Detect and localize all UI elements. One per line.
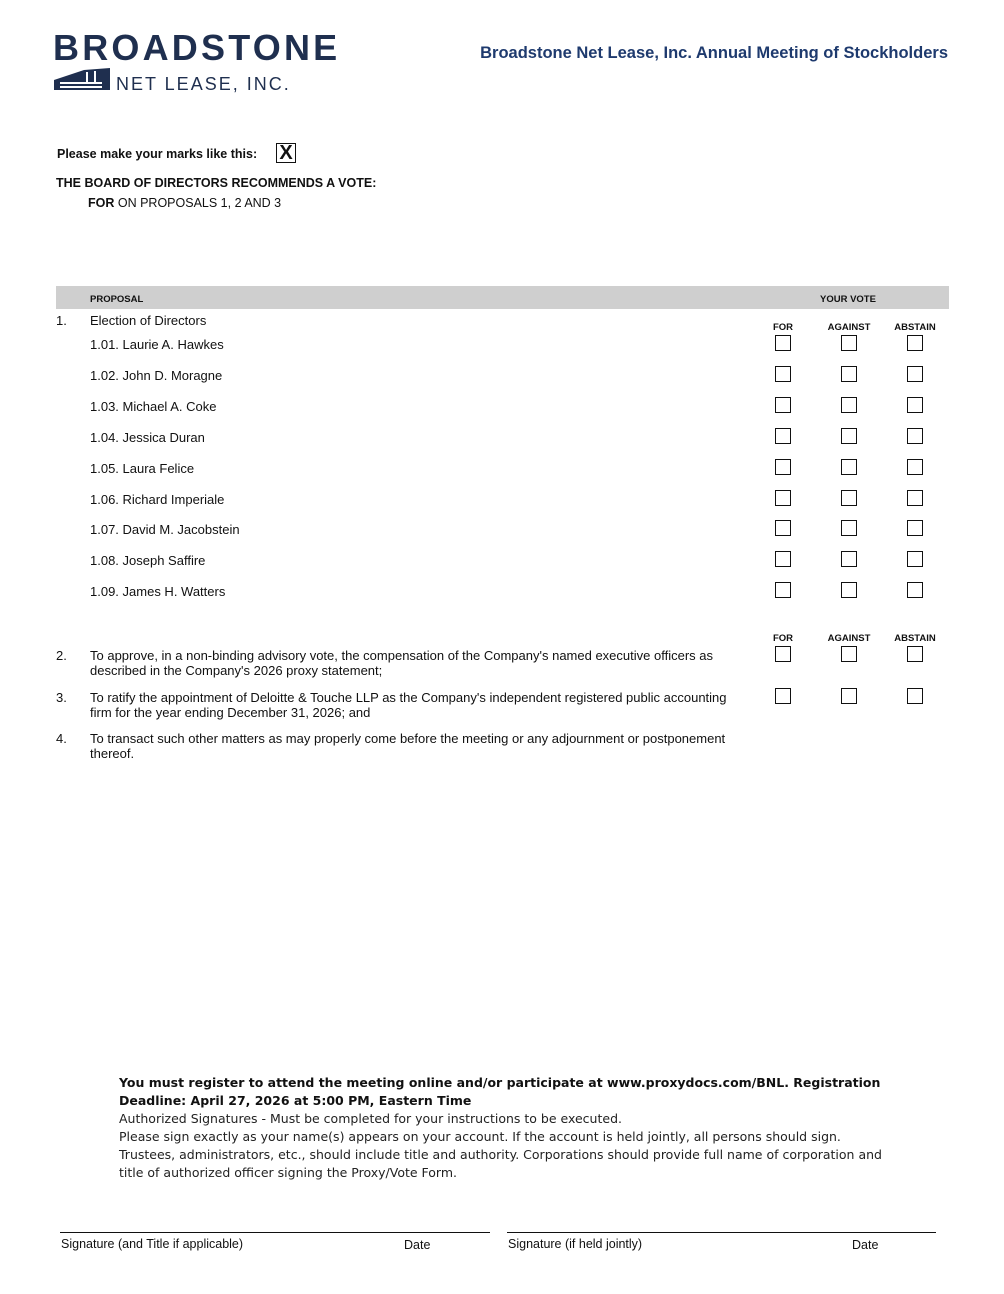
vote-abstain-checkbox[interactable] [907, 646, 923, 662]
proposal-title: Election of Directors [90, 313, 207, 328]
col-header-against: AGAINST [827, 633, 871, 644]
registration-instructions [119, 1074, 889, 1182]
your-vote-column-header: YOUR VOTE [820, 294, 876, 305]
vote-abstain-checkbox[interactable] [907, 335, 923, 351]
proposal-number: 1. [56, 313, 67, 328]
board-recommendation: THE BOARD OF DIRECTORS RECOMMENDS A VOTE: [56, 176, 377, 190]
register-line: You must register to attend the meeting online and/or participate at www.proxydocs.com/BNL. Registration [119, 1075, 881, 1090]
register-deadline: Deadline: April 27, 2026 at 5:00 PM, Eastern Time [119, 1093, 472, 1108]
proposal-text-line: To transact such other matters as may properly come before the meeting or any adjournment or postponement [90, 731, 726, 746]
date-label: Date [852, 1238, 879, 1252]
vote-for-checkbox[interactable] [775, 428, 791, 444]
proposal-column-header: PROPOSAL [90, 294, 144, 305]
proposal-text-line: thereof. [90, 746, 135, 761]
nominee-name: 1.08. Joseph Saffire [90, 553, 206, 568]
proposal-text-line: described in the Company's 2026 proxy statement; [90, 663, 383, 678]
vote-against-checkbox[interactable] [841, 459, 857, 475]
vote-for-checkbox[interactable] [775, 335, 791, 351]
page-title: Broadstone Net Lease, Inc. Annual Meeting of Stockholders [480, 44, 948, 62]
vote-against-checkbox[interactable] [841, 335, 857, 351]
building-logo-icon [54, 66, 110, 92]
vote-for-checkbox[interactable] [775, 397, 791, 413]
date-label: Date [404, 1238, 431, 1252]
sign-exactly-note: Please sign exactly as your name(s) appears on your account. If the account is held jointly, all persons should sign. [119, 1129, 841, 1144]
vote-against-checkbox[interactable] [841, 397, 857, 413]
authorized-signatures-note: Authorized Signatures - Must be completed for your instructions to be executed. [119, 1111, 622, 1126]
sample-mark-box: X [276, 143, 296, 163]
recommendation-proposals: ON PROPOSALS 1, 2 AND 3 [117, 196, 282, 210]
proposal-number: 2. [56, 648, 67, 663]
col-header-abstain: ABSTAIN [894, 322, 936, 333]
vote-abstain-checkbox[interactable] [907, 582, 923, 598]
vote-against-checkbox[interactable] [841, 366, 857, 382]
nominee-name: 1.06. Richard Imperiale [90, 492, 225, 507]
proposal-number: 3. [56, 690, 67, 705]
nominee-name: 1.07. David M. Jacobstein [90, 522, 240, 537]
vote-abstain-checkbox[interactable] [907, 551, 923, 567]
vote-abstain-checkbox[interactable] [907, 366, 923, 382]
signature-line-2[interactable] [507, 1232, 936, 1233]
joint-signature-label: Signature (if held jointly) [508, 1237, 643, 1251]
table-header-bar [56, 286, 949, 309]
nominee-name: 1.05. Laura Felice [90, 461, 195, 476]
vote-against-checkbox[interactable] [841, 428, 857, 444]
trustees-note: Trustees, administrators, etc., should include title and authority. Corporations should provide full name of corporation and [119, 1147, 882, 1162]
vote-abstain-checkbox[interactable] [907, 428, 923, 444]
col-header-against: AGAINST [827, 322, 871, 333]
trustees-note-cont: title of authorized officer signing the Proxy/Vote Form. [119, 1165, 458, 1180]
proposal-text-line: To approve, in a non-binding advisory vote, the compensation of the Company's named executive officers as [90, 648, 713, 663]
proposal-text-line: firm for the year ending December 31, 2026; and [90, 705, 371, 720]
marks-instruction: Please make your marks like this: [57, 147, 258, 161]
nominee-name: 1.09. James H. Watters [90, 584, 226, 599]
proposal-text-line: To ratify the appointment of Deloitte & Touche LLP as the Company's independent registered public accounting [90, 690, 727, 705]
vote-abstain-checkbox[interactable] [907, 459, 923, 475]
vote-against-checkbox[interactable] [841, 582, 857, 598]
nominee-name: 1.02. John D. Moragne [90, 368, 223, 383]
nominee-name: 1.04. Jessica Duran [90, 430, 205, 445]
logo-wordmark: BROADSTONE [53, 27, 341, 68]
vote-abstain-checkbox[interactable] [907, 688, 923, 704]
vote-against-checkbox[interactable] [841, 688, 857, 704]
recommendation-detail [88, 196, 281, 210]
vote-for-checkbox[interactable] [775, 520, 791, 536]
vote-against-checkbox[interactable] [841, 490, 857, 506]
vote-against-checkbox[interactable] [841, 551, 857, 567]
col-header-for: FOR [772, 633, 794, 644]
vote-against-checkbox[interactable] [841, 646, 857, 662]
signature-line-1[interactable] [60, 1232, 490, 1233]
vote-abstain-checkbox[interactable] [907, 490, 923, 506]
vote-for-checkbox[interactable] [775, 490, 791, 506]
vote-for-checkbox[interactable] [775, 688, 791, 704]
col-header-for: FOR [772, 322, 794, 333]
logo-subtitle: NET LEASE, INC. [116, 74, 291, 94]
vote-for-checkbox[interactable] [775, 366, 791, 382]
for-word: FOR [88, 196, 115, 210]
vote-for-checkbox[interactable] [775, 459, 791, 475]
vote-for-checkbox[interactable] [775, 582, 791, 598]
nominee-name: 1.03. Michael A. Coke [90, 399, 217, 414]
vote-for-checkbox[interactable] [775, 551, 791, 567]
vote-against-checkbox[interactable] [841, 520, 857, 536]
vote-abstain-checkbox[interactable] [907, 520, 923, 536]
col-header-abstain: ABSTAIN [894, 633, 936, 644]
proposal-number: 4. [56, 731, 67, 746]
signature-label: Signature (and Title if applicable) [61, 1237, 244, 1251]
nominee-name: 1.01. Laurie A. Hawkes [90, 337, 224, 352]
vote-for-checkbox[interactable] [775, 646, 791, 662]
vote-abstain-checkbox[interactable] [907, 397, 923, 413]
